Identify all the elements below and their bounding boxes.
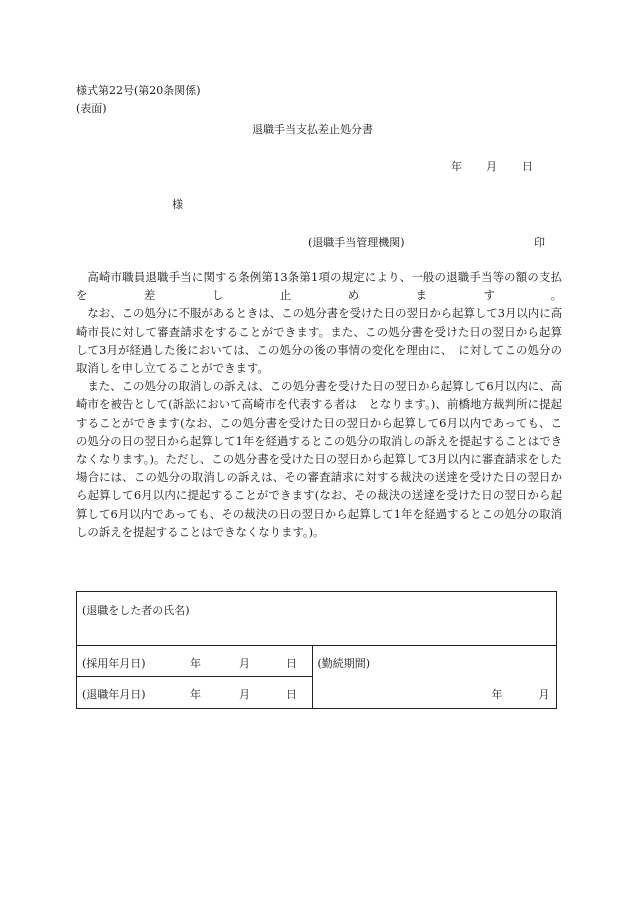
service-year-label: 年: [491, 688, 503, 701]
paragraph-3: また、この処分の取消しの訴えは、この処分書を受けた日の翌日から起算して6月以内に、高崎市を被告として(訴訟において高崎市を代表する者は となります。)、前橋地方裁判所に提起することができます(なお、この処分書を受けた日の翌日から起算して6月以内であっても、この処分の日の翌日から起算して1年を経過するとこの処分の取消しの訴えを提起することはできなくなります。)。ただし、この処分書を受けた日の翌日から起算して3月以内に審査請求をした場合には、この処分の取消しの訴えは、その審査請求に対する裁決の送達を受けた日の翌日から起算して6月以内に提起することができます(なお、その裁決の送達を受けた日の翌日から起算して6月以内であっても、その裁決の日の翌日から起算して1年を経過するとこの処分の取消しの訴えを提起することはできなくなります。)。: [76, 379, 562, 539]
paragraph-2: なお、この処分に不服があるときは、この処分書を受けた日の翌日から起算して3月以内に高崎市長に対して審査請求をすることができます。また、この処分書を受けた日の翌日から起算して3月が経過した後においては、この処分の後の事情の変化を理由に、 に対してこの処分の取消しを申し立てることができます。: [76, 306, 562, 376]
service-period-label: (勤続期間): [317, 657, 371, 670]
seal-mark: 印: [534, 236, 545, 249]
retire-date-cell: [77, 677, 313, 709]
hire-year-label: 年: [190, 657, 201, 670]
form-side-label: (表面): [76, 102, 107, 115]
date-year-label: 年: [451, 160, 462, 173]
service-month-label: 月: [538, 688, 550, 701]
issuer-label: (退職手当管理機関): [308, 236, 405, 249]
date-month-label: 月: [486, 160, 497, 173]
hire-day-label: 日: [286, 657, 297, 670]
hire-date-cell: [77, 646, 313, 677]
hire-month-label: 月: [239, 657, 250, 670]
name-label: (退職をした者の氏名): [82, 604, 190, 617]
date-day-label: 日: [522, 160, 533, 173]
hire-date-label: (採用年月日): [82, 657, 146, 670]
retire-year-label: 年: [190, 688, 201, 701]
form-number: 様式第22号(第20条関係): [76, 84, 201, 97]
retire-day-label: 日: [286, 688, 297, 701]
service-period-cell: [312, 646, 557, 709]
addressee-suffix: 様: [172, 198, 183, 211]
paragraph-1: 高崎市職員退職手当に関する条例第13条第1項の規定により、一般の退職手当等の額の支払を差し止めます。: [76, 270, 562, 303]
document-title: 退職手当支払差止処分書: [252, 123, 373, 136]
retire-month-label: 月: [239, 688, 250, 701]
retire-date-label: (退職年月日): [82, 688, 146, 701]
name-cell: [77, 592, 557, 646]
notice-body: [76, 268, 562, 541]
retiree-info-table: [76, 591, 557, 709]
